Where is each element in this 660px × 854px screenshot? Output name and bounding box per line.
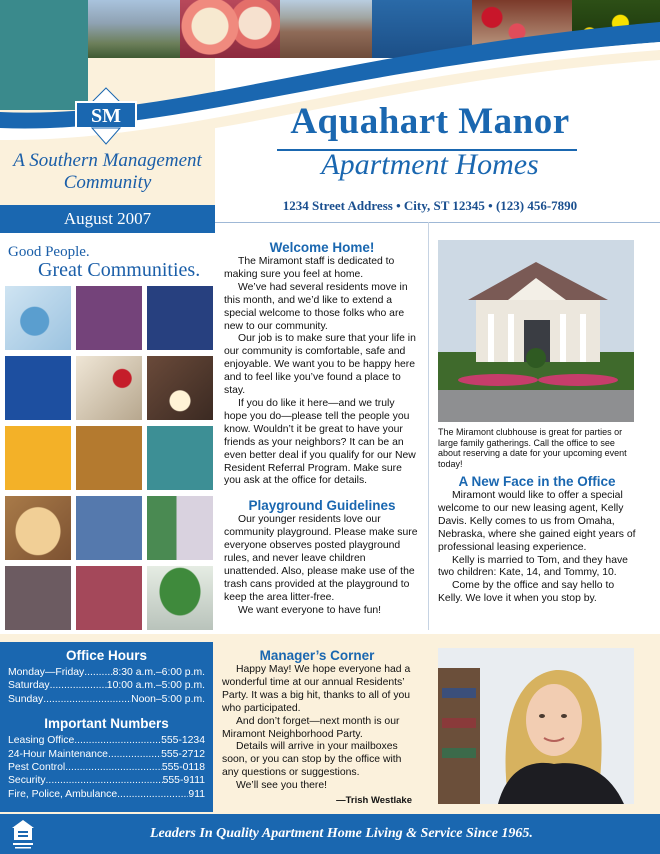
community-tagline <box>0 150 215 194</box>
phone-number: 555-2712 <box>161 748 205 760</box>
new-face-article <box>438 474 636 606</box>
welcome-paragraph: If you do like it here—and we truly hope you do—please tell the people you know. Wouldn’t it be great to have your friends as your neighbors? It can be an even better deal if you qualify for our New Resident Referral Program. Make sure you ask at the office for details. <box>224 397 416 487</box>
image-mosaic <box>5 286 215 632</box>
office-hours-row <box>8 666 205 679</box>
mosaic-tile-blue <box>5 356 71 420</box>
manager-signature: —Trish Westlake <box>336 795 412 807</box>
mosaic-photo-towels <box>76 356 142 420</box>
slogan-line1: Good People. <box>8 244 90 260</box>
phone-row <box>8 761 205 774</box>
header-rule <box>215 222 660 223</box>
managers-paragraph: We’ll see you there! <box>236 780 328 792</box>
phone-label: Fire, Police, Ambulance <box>8 788 118 800</box>
phone-row <box>8 734 205 747</box>
mosaic-tile-ochre <box>76 426 142 490</box>
footer-bar <box>0 814 660 854</box>
playground-heading: Playground Guidelines <box>248 498 396 514</box>
mosaic-photo-lavender <box>147 496 213 560</box>
mosaic-tile-teal <box>147 426 213 490</box>
phone-number: 555-9111 <box>162 775 205 787</box>
issue-month: August 2007 <box>0 205 215 233</box>
office-hours-heading: Office Hours <box>65 648 147 663</box>
important-numbers-heading: Important Numbers <box>44 716 169 732</box>
mosaic-photo-candles <box>147 356 213 420</box>
footer-tagline: Leaders In Quality Apartment Home Living & Service Since 1965. <box>150 826 533 841</box>
phone-row <box>8 788 205 801</box>
mosaic-tile-slate-blue <box>76 496 142 560</box>
mosaic-photo-plant <box>147 566 213 630</box>
column-divider <box>428 222 429 630</box>
playground-paragraph: Our younger residents love our community playground. Please make sure everyone observes posted playground rules, and never leave children unattended. Also, please make use of the trash cans provided at the playground to keep the area litter-free. <box>224 514 418 603</box>
managers-corner <box>222 648 412 808</box>
welcome-paragraph: Our job is to make sure that your life in our community is comfortable, safe and enjoyable. We want you to be happy here and to feel like you’ve found a place to stay. <box>224 333 416 397</box>
hours-time: 10:00 a.m.–5:00 p.m. <box>106 680 205 692</box>
mosaic-photo-armchair <box>5 496 71 560</box>
clubhouse-caption: The Miramont clubhouse is great for parties or large family gatherings. Call the office to see about reserving a date for your upcoming event today! <box>438 427 627 469</box>
main-articles <box>224 240 420 618</box>
welcome-paragraph: We’ve had several residents move in this month, and we’d like to extend a special welcome to those folks who are new to our community. <box>224 281 408 332</box>
hours-time: 8:30 a.m.–6:00 p.m. <box>112 667 205 678</box>
new-face-paragraph: Kelly is married to Tom, and they have two children: Kate, 14, and Tommy, 10. <box>438 554 628 579</box>
clubhouse-photo <box>438 240 634 422</box>
mosaic-tile-rose <box>76 566 142 630</box>
phone-row <box>8 774 205 787</box>
phone-number: 911 <box>188 788 205 800</box>
office-info-panel <box>0 642 213 812</box>
logo-lettering: SM <box>91 105 121 127</box>
southern-management-logo <box>74 86 138 146</box>
playground-paragraph: We want everyone to have fun! <box>238 604 382 616</box>
new-face-heading: A New Face in the Office <box>458 474 616 489</box>
tagline-line2: Community <box>63 172 152 193</box>
newsletter-subtitle: Apartment Homes <box>321 148 539 181</box>
contact-address: 1234 Street Address • City, ST 12345 • (123) 456-7890 <box>282 198 578 213</box>
welcome-paragraph: The Miramont staff is dedicated to making sure you feel at home. <box>224 256 395 280</box>
phone-label: 24-Hour Maintenance <box>8 748 108 760</box>
office-hours-row <box>8 693 205 706</box>
phone-label: Leasing Office <box>8 735 75 747</box>
hours-day: Sunday <box>8 693 44 705</box>
new-face-paragraph: Miramont would like to offer a special welcome to our new leasing agent, Kelly Davis. Kelly comes to us from Omaha, Nebraska, where she gained eight years of professional leasing experience. <box>438 490 636 553</box>
mosaic-tile-purple <box>76 286 142 350</box>
mosaic-tile-yellow <box>5 426 71 490</box>
new-face-paragraph: Come by the office and say hello to Kelly. We love it when you stop by. <box>438 580 615 605</box>
equal-housing-opportunity-icon <box>10 818 36 850</box>
hours-day: Monday—Friday <box>8 667 85 678</box>
mosaic-photo-teapot <box>5 286 71 350</box>
managers-paragraph: Details will arrive in your mailboxes soon, or you can stop by the office with any questions or suggestions. <box>222 741 402 779</box>
phone-number: 555-1234 <box>161 735 205 747</box>
tagline-line1: A Southern Management <box>13 150 202 171</box>
phone-number: 555-0118 <box>161 762 205 774</box>
mosaic-tile-mauve <box>5 566 71 630</box>
hours-day: Saturday <box>8 680 50 692</box>
phone-label: Pest Control <box>8 762 66 774</box>
slogan <box>8 244 200 280</box>
phone-label: Security <box>8 775 46 787</box>
office-hours-row <box>8 679 205 692</box>
newsletter-title: Aquahart Manor <box>290 101 570 142</box>
managers-paragraph: Happy May! We hope everyone had a wonderful time at our annual Residents’ Party. It was a big hit, thanks to all of you who participated. <box>222 664 411 714</box>
phone-row <box>8 748 205 761</box>
managers-paragraph: And don’t forget—next month is our Miramont Neighborhood Party. <box>222 715 400 740</box>
masthead <box>0 0 660 236</box>
welcome-heading: Welcome Home! <box>269 240 375 255</box>
managers-corner-heading: Manager’s Corner <box>259 648 375 663</box>
mosaic-tile-navy <box>147 286 213 350</box>
leasing-agent-photo <box>438 648 634 804</box>
hours-time: Noon–5:00 p.m. <box>131 693 205 705</box>
slogan-line2: Great Communities. <box>38 259 201 281</box>
